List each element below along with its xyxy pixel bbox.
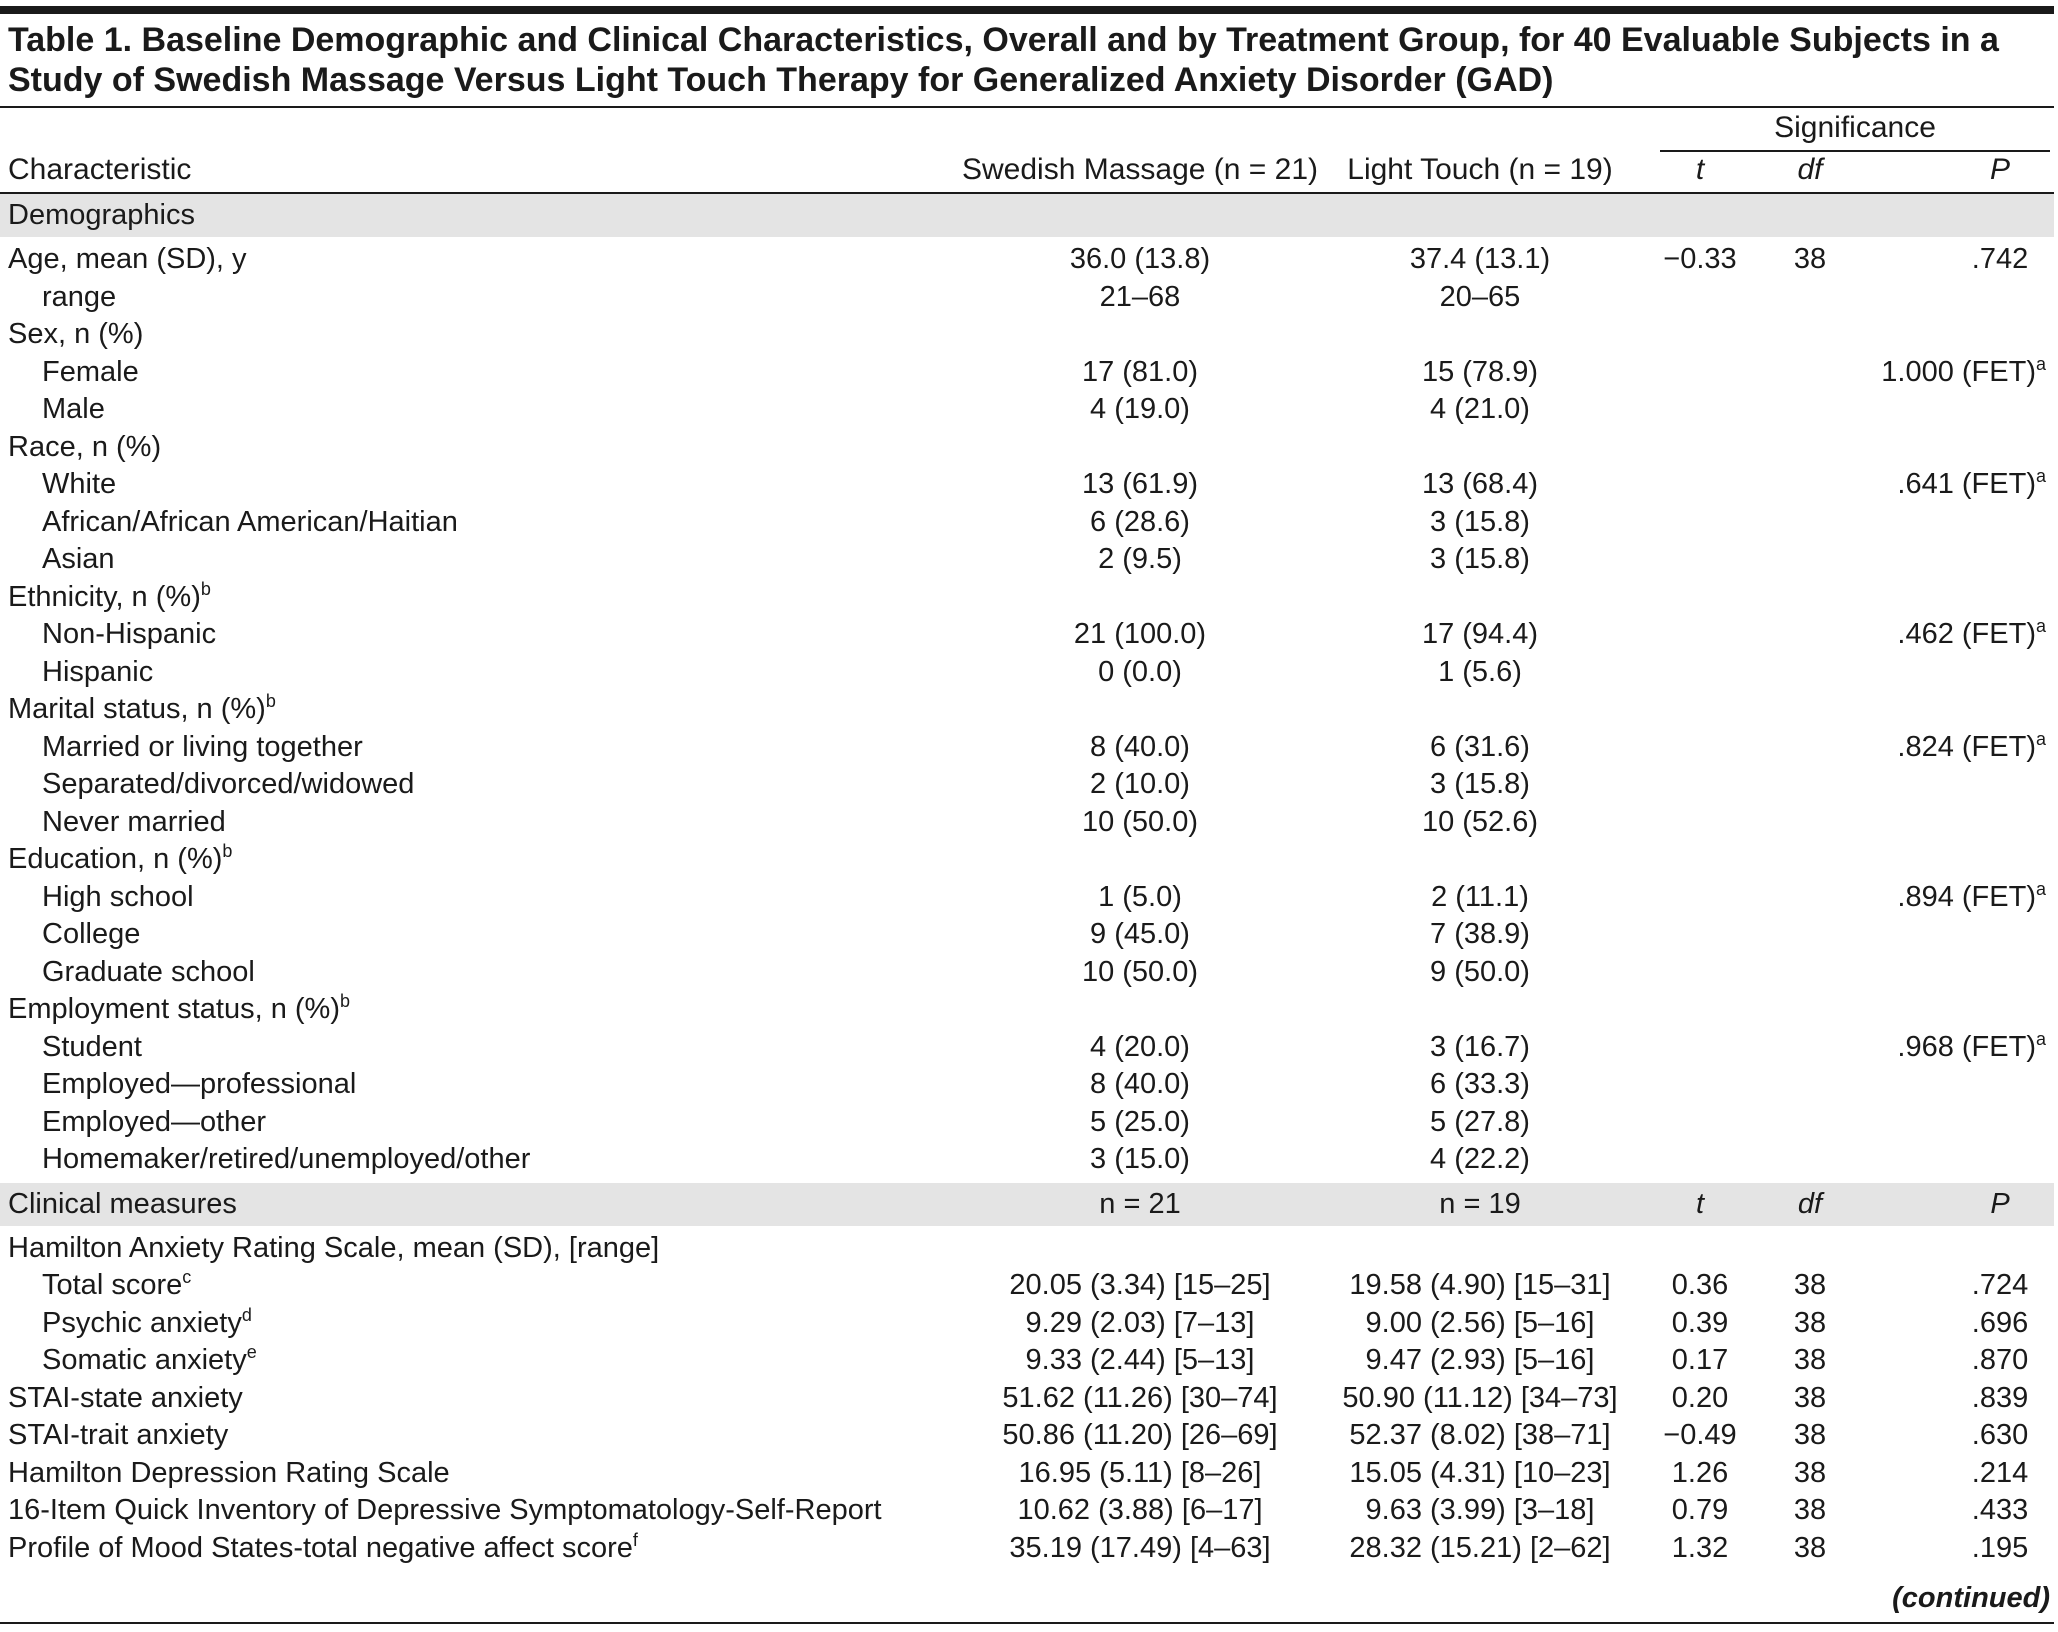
p-value xyxy=(1850,1455,2058,1492)
p-value-text: .742 xyxy=(1971,243,2029,275)
light-touch-value: 9 (50.0) xyxy=(1430,955,1530,988)
p-value-text: .894 (FET) xyxy=(1897,880,2036,913)
swedish-value: 4 (19.0) xyxy=(1090,393,1190,425)
p-value xyxy=(1850,1492,2058,1529)
swedish-value: 50.86 (11.20) [26–69] xyxy=(1002,1419,1278,1451)
row-label: range xyxy=(42,280,117,313)
table-row xyxy=(0,429,2054,466)
df-value: 38 xyxy=(1793,1531,1827,1564)
light-touch-value: 13 (68.4) xyxy=(1421,468,1539,500)
continued-note: (continued) xyxy=(1892,1582,2050,1614)
swedish-value: 21–68 xyxy=(1099,280,1181,313)
table-row xyxy=(0,916,2054,953)
t-value: 0.17 xyxy=(1671,1344,1729,1376)
table-row xyxy=(0,466,2054,503)
title-rule xyxy=(0,106,2054,108)
significance-header: Significance xyxy=(1774,111,1936,144)
swedish-value: 3 (15.0) xyxy=(1090,1143,1190,1175)
table-row xyxy=(0,316,2054,353)
table-row xyxy=(0,391,2054,428)
table-row xyxy=(0,279,2054,316)
p-value-text: .462 (FET) xyxy=(1897,618,2036,650)
table-row xyxy=(0,1417,2054,1454)
swedish-value: 51.62 (11.26) [30–74] xyxy=(1002,1381,1278,1414)
row-label-text: Somatic anxiety xyxy=(42,1344,247,1376)
p-value-text: .824 (FET) xyxy=(1897,730,2036,763)
p-value-text: .696 xyxy=(1971,1306,2029,1339)
light-touch-value: 9.47 (2.93) [5–16] xyxy=(1365,1344,1595,1376)
swedish-value: 2 (9.5) xyxy=(1098,543,1182,575)
footnote-marker: a xyxy=(2035,878,2046,899)
row-label xyxy=(42,1267,191,1304)
p-value-text: .214 xyxy=(1971,1456,2029,1489)
p-value xyxy=(1700,466,2046,503)
p-value xyxy=(1850,1380,2058,1417)
row-label xyxy=(8,841,232,878)
swedish-value: n = 21 xyxy=(1099,1187,1181,1220)
t-value: 0.36 xyxy=(1671,1269,1729,1301)
light-touch-value: 4 (21.0) xyxy=(1430,393,1530,425)
section-label: Clinical measures xyxy=(8,1187,237,1220)
swedish-value: 17 (81.0) xyxy=(1081,355,1199,388)
df-value: 38 xyxy=(1793,1456,1827,1489)
light-touch-value: 19.58 (4.90) [15–31] xyxy=(1349,1269,1611,1301)
light-touch-value: 15 (78.9) xyxy=(1421,355,1539,388)
row-label: Asian xyxy=(42,543,115,575)
row-label-text: Marital status, n (%) xyxy=(8,693,266,725)
table-row xyxy=(0,804,2054,841)
p-value-text: P xyxy=(1990,1187,2010,1220)
swedish-value: 20.05 (3.34) [15–25] xyxy=(1009,1269,1271,1301)
table-row xyxy=(0,654,2054,691)
table-row xyxy=(0,579,2054,616)
t-header: t xyxy=(1695,153,1705,186)
row-label: Hamilton Depression Rating Scale xyxy=(8,1456,450,1489)
df-value: 38 xyxy=(1793,1269,1827,1301)
p-value-text: .870 xyxy=(1971,1344,2029,1376)
row-label: African/African American/Haitian xyxy=(42,505,458,538)
swedish-value: 9.29 (2.03) [7–13] xyxy=(1025,1306,1255,1339)
p-value xyxy=(1850,1342,2058,1379)
t-value: 0.39 xyxy=(1671,1306,1729,1339)
row-label: STAI-state anxiety xyxy=(8,1381,243,1414)
table-row xyxy=(0,1267,2054,1304)
df-value: 38 xyxy=(1793,1419,1827,1451)
row-label: Non-Hispanic xyxy=(42,618,217,650)
table-row xyxy=(0,954,2054,991)
p-value-text: .195 xyxy=(1971,1531,2029,1564)
df-value: 38 xyxy=(1793,1381,1827,1414)
light-touch-value: 3 (15.8) xyxy=(1430,543,1530,575)
light-touch-value: 3 (15.8) xyxy=(1430,505,1530,538)
swedish-value: 10.62 (3.88) [6–17] xyxy=(1017,1494,1263,1526)
row-label: 16-Item Quick Inventory of Depressive Symptomatology-Self-Report xyxy=(8,1494,882,1526)
swedish-value: 0 (0.0) xyxy=(1098,655,1182,688)
light-touch-value: 10 (52.6) xyxy=(1421,805,1539,838)
df-value: 38 xyxy=(1793,1344,1827,1376)
row-label-text: Psychic anxiety xyxy=(42,1306,242,1339)
swedish-value: 6 (28.6) xyxy=(1090,505,1190,538)
row-label: Hamilton Anxiety Rating Scale, mean (SD), [range] xyxy=(8,1231,660,1264)
light-touch-value: 9.63 (3.99) [3–18] xyxy=(1365,1494,1595,1526)
row-label: Never married xyxy=(42,805,226,838)
row-label: Male xyxy=(42,393,105,425)
row-label-text: Education, n (%) xyxy=(8,843,223,875)
bottom-rule xyxy=(0,1622,2054,1624)
row-label xyxy=(42,1342,257,1379)
p-value xyxy=(1700,879,2046,916)
row-label xyxy=(8,579,211,616)
p-value-text: .630 xyxy=(1971,1419,2029,1451)
table-row xyxy=(0,691,2054,728)
swedish-header: Swedish Massage (n = 21) xyxy=(961,153,1318,186)
swedish-value: 35.19 (17.49) [4–63] xyxy=(1009,1531,1271,1564)
table-row xyxy=(0,1141,2054,1178)
footnote-marker: a xyxy=(2035,728,2046,749)
light-touch-value: 2 (11.1) xyxy=(1431,880,1529,913)
swedish-value: 4 (20.0) xyxy=(1090,1030,1190,1063)
row-label: Graduate school xyxy=(42,955,255,988)
df-header: df xyxy=(1797,153,1823,186)
table-row xyxy=(0,1380,2054,1417)
df-value: 38 xyxy=(1793,1494,1827,1526)
table-row xyxy=(0,841,2054,878)
title-line-2: Study of Swedish Massage Versus Light Touch Therapy for Generalized Anxiety Disorder (GAD) xyxy=(8,61,1554,99)
row-label: STAI-trait anxiety xyxy=(8,1419,229,1451)
light-touch-value: 17 (94.4) xyxy=(1421,618,1539,650)
light-touch-value: 6 (31.6) xyxy=(1430,730,1530,763)
row-label: Age, mean (SD), y xyxy=(8,243,247,275)
df-value: 38 xyxy=(1793,243,1827,275)
p-value-text: .724 xyxy=(1971,1269,2029,1301)
swedish-value: 8 (40.0) xyxy=(1090,730,1190,763)
t-value: t xyxy=(1695,1187,1705,1220)
t-value: −0.33 xyxy=(1663,243,1737,275)
t-value: −0.49 xyxy=(1663,1419,1737,1451)
light-touch-value: 6 (33.3) xyxy=(1430,1068,1530,1100)
p-value xyxy=(1850,241,2058,278)
p-value xyxy=(1700,1029,2046,1066)
light-touch-header: Light Touch (n = 19) xyxy=(1347,153,1613,186)
row-label xyxy=(42,1305,252,1342)
table-row xyxy=(0,991,2054,1028)
table-row xyxy=(0,504,2054,541)
swedish-value: 13 (61.9) xyxy=(1081,468,1199,500)
table-row xyxy=(0,766,2054,803)
footnote-marker: a xyxy=(2035,616,2046,636)
table-row xyxy=(0,1455,2054,1492)
section-row xyxy=(0,1183,2054,1226)
table-row xyxy=(0,354,2054,391)
p-value-text: .641 (FET) xyxy=(1897,468,2036,500)
p-value-text: .968 (FET) xyxy=(1897,1030,2036,1063)
swedish-value: 21 (100.0) xyxy=(1073,618,1207,650)
footnote-marker: b xyxy=(265,691,276,711)
row-label: Employed—other xyxy=(42,1105,267,1138)
light-touch-value: 3 (16.7) xyxy=(1430,1030,1530,1063)
title-line-1: Table 1. Baseline Demographic and Clinical Characteristics, Overall and by Treatment Group, for 40 Evaluable Subjects in a xyxy=(8,21,1999,59)
p-value-text: 1.000 (FET) xyxy=(1881,355,2036,388)
row-label: Employed—professional xyxy=(42,1068,357,1100)
p-value xyxy=(1850,1305,2058,1342)
row-label-text: Employment status, n (%) xyxy=(8,993,340,1025)
t-value: 1.26 xyxy=(1671,1456,1729,1489)
swedish-value: 36.0 (13.8) xyxy=(1069,243,1211,275)
table-row xyxy=(0,241,2054,278)
row-label: White xyxy=(42,468,117,500)
light-touch-value: 3 (15.8) xyxy=(1430,768,1530,800)
p-value xyxy=(1700,729,2046,766)
p-value xyxy=(1850,1183,2058,1226)
row-label: Hispanic xyxy=(42,655,154,688)
row-label: Homemaker/retired/unemployed/other xyxy=(42,1143,531,1175)
row-label: Separated/divorced/widowed xyxy=(42,768,415,800)
p-value xyxy=(1850,1267,2058,1304)
row-label xyxy=(8,1530,638,1567)
swedish-value: 5 (25.0) xyxy=(1090,1105,1190,1138)
table-row xyxy=(0,1029,2054,1066)
row-label: Married or living together xyxy=(42,730,363,763)
light-touch-value: 52.37 (8.02) [38–71] xyxy=(1349,1419,1611,1451)
row-label-text: Profile of Mood States-total negative affect score xyxy=(8,1531,633,1564)
row-label: High school xyxy=(42,880,194,913)
t-value: 1.32 xyxy=(1671,1531,1729,1564)
footnote-marker: e xyxy=(246,1342,257,1362)
footnote-marker: a xyxy=(2035,466,2046,486)
row-label-text: Ethnicity, n (%) xyxy=(8,580,201,613)
table-row xyxy=(0,879,2054,916)
footnote-marker: b xyxy=(200,578,211,599)
swedish-value: 8 (40.0) xyxy=(1090,1068,1190,1100)
p-value xyxy=(1850,1530,2058,1567)
light-touch-value: 20–65 xyxy=(1439,280,1521,313)
light-touch-value: 37.4 (13.1) xyxy=(1409,243,1551,275)
p-value xyxy=(1700,354,2046,391)
p-value-text: .433 xyxy=(1971,1494,2029,1526)
table-row xyxy=(0,1104,2054,1141)
t-value: 0.20 xyxy=(1671,1381,1729,1414)
row-label: Race, n (%) xyxy=(8,430,162,463)
table-row xyxy=(0,1230,2054,1267)
swedish-value: 10 (50.0) xyxy=(1081,805,1199,838)
section-label: Demographics xyxy=(8,199,195,231)
table-row xyxy=(0,1342,2054,1379)
footnote-marker: f xyxy=(632,1529,638,1550)
light-touch-value: 1 (5.6) xyxy=(1438,655,1522,688)
row-label: Female xyxy=(42,355,139,388)
footnote-marker: a xyxy=(2035,1028,2046,1049)
footnote-marker: c xyxy=(182,1267,192,1287)
section-row xyxy=(0,194,2054,237)
table-row xyxy=(0,1530,2054,1567)
table-row xyxy=(0,1066,2054,1103)
t-value: 0.79 xyxy=(1671,1494,1729,1526)
characteristic-header: Characteristic xyxy=(8,153,192,186)
table-row xyxy=(0,541,2054,578)
table-row xyxy=(0,616,2054,653)
row-label xyxy=(8,991,350,1028)
light-touch-value: n = 19 xyxy=(1439,1187,1521,1220)
light-touch-value: 4 (22.2) xyxy=(1430,1143,1530,1175)
light-touch-value: 28.32 (15.21) [2–62] xyxy=(1349,1531,1611,1564)
swedish-value: 9.33 (2.44) [5–13] xyxy=(1025,1344,1255,1376)
swedish-value: 9 (45.0) xyxy=(1090,918,1190,950)
p-header: P xyxy=(1989,153,2010,186)
footnote-marker: a xyxy=(2035,353,2046,374)
row-label xyxy=(8,691,276,728)
swedish-value: 1 (5.0) xyxy=(1098,880,1182,913)
light-touch-value: 5 (27.8) xyxy=(1430,1105,1530,1138)
light-touch-value: 9.00 (2.56) [5–16] xyxy=(1365,1306,1595,1339)
light-touch-value: 15.05 (4.31) [10–23] xyxy=(1349,1456,1611,1489)
p-value-text: .839 xyxy=(1971,1381,2029,1414)
top-rule xyxy=(0,6,2054,14)
table-row xyxy=(0,1492,2054,1529)
table-row xyxy=(0,1305,2054,1342)
light-touch-value: 7 (38.9) xyxy=(1430,918,1530,950)
df-value: df xyxy=(1797,1187,1823,1220)
row-label: Student xyxy=(42,1030,142,1063)
footnote-marker: b xyxy=(340,991,351,1011)
swedish-value: 2 (10.0) xyxy=(1090,768,1190,800)
df-value: 38 xyxy=(1793,1306,1827,1339)
swedish-value: 10 (50.0) xyxy=(1081,955,1199,988)
p-value xyxy=(1850,1417,2058,1454)
footnote-marker: b xyxy=(222,841,233,861)
table-title xyxy=(8,20,2048,100)
row-label-text: Total score xyxy=(42,1269,183,1301)
row-label: Sex, n (%) xyxy=(8,318,144,350)
swedish-value: 16.95 (5.11) [8–26] xyxy=(1018,1456,1262,1489)
footnote-marker: d xyxy=(241,1304,252,1325)
light-touch-value: 50.90 (11.12) [34–73] xyxy=(1342,1381,1618,1414)
row-label: College xyxy=(42,918,141,950)
table-row xyxy=(0,729,2054,766)
p-value xyxy=(1700,616,2046,653)
